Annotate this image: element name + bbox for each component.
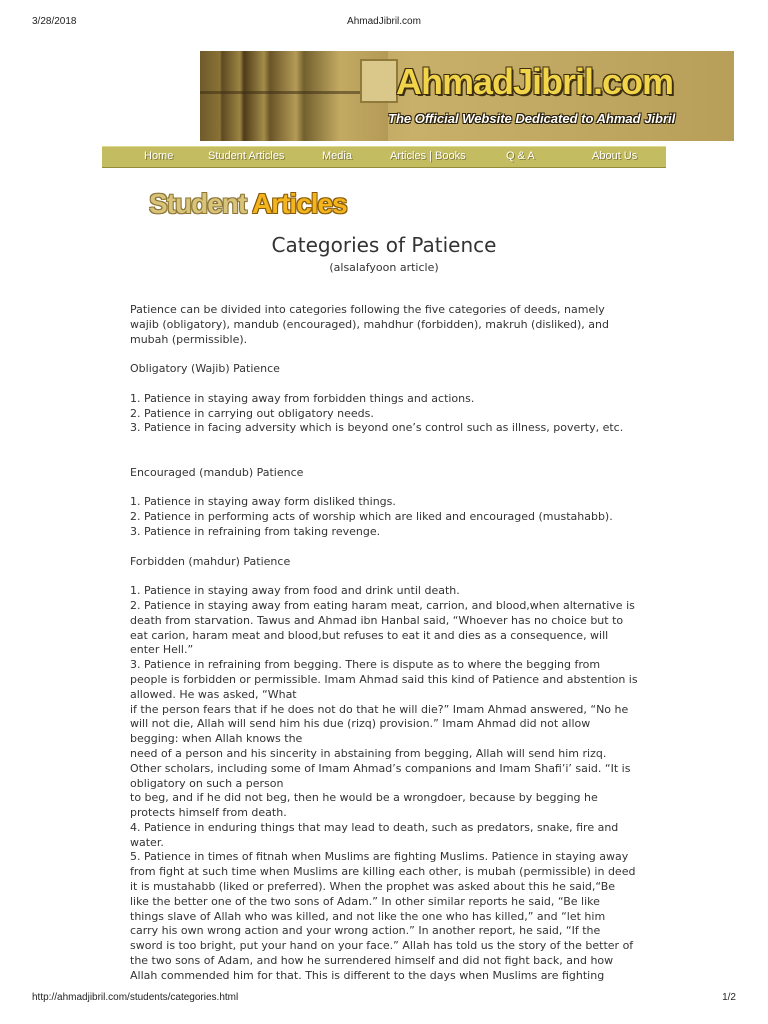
site-logo-title: AhmadJibril.com — [396, 61, 674, 102]
list-item: 1. Patience in staying away from forbidden things and actions. — [130, 391, 475, 405]
print-header — [32, 16, 736, 30]
intro-line: wajib (obligatory), mandub (encouraged), mahdhur (forbidden), makruh (disliked), and — [130, 317, 609, 331]
print-url: http://ahmadjibril.com/students/categories.html — [32, 992, 239, 1003]
body-line: will not die, Allah will send him his due (rizq) provision.” Imam Ahmad did not allow — [130, 717, 591, 731]
intro-line: mubah (permissible). — [130, 332, 248, 346]
body-line: protects himself from death. — [130, 806, 287, 820]
site-banner[interactable] — [200, 51, 734, 141]
print-site-title: AhmadJibril.com — [347, 16, 421, 27]
body-line: Allah commended him for that. This is different to the days when Muslims are fighting — [130, 968, 605, 982]
forbidden-heading: Forbidden (mahdur) Patience — [130, 554, 291, 568]
list-item: 3. Patience in refraining from taking revenge. — [130, 524, 381, 538]
encouraged-heading: Encouraged (mandub) Patience — [130, 465, 304, 479]
body-line: if the person fears that if he does not do that he will die?” Imam Ahmad answered, “No he — [130, 702, 629, 716]
window-image — [360, 59, 398, 103]
intro-line: Patience can be divided into categories following the five categories of deeds, namely — [130, 303, 605, 316]
body-line: people is forbidden or permissible. Imam Ahmad said this kind of Patience and abstention is — [130, 672, 638, 686]
site-tagline: The Official Website Dedicated to Ahmad Jibril — [388, 111, 676, 126]
body-line: sword is too bright, put your hand on your face.” Allah has told us the story of the better of — [130, 939, 634, 953]
section-heading — [149, 188, 347, 220]
body-line: obligatory on such a person — [130, 776, 284, 790]
body-line: like the better one of the two sons of Adam.” In other similar reports he said, “Be like — [130, 894, 600, 908]
body-line: 5. Patience in times of fitnah when Muslims are fighting Muslims. Patience in staying away — [130, 850, 629, 864]
print-footer — [32, 992, 736, 1006]
body-line: 3. Patience in refraining from begging. There is dispute as to where the begging from — [130, 658, 601, 672]
body-line: it is mustahabb (liked or preferred). When the prophet was asked about this he said,“Be — [130, 880, 616, 894]
print-date: 3/28/2018 — [32, 16, 77, 27]
article-subtitle: (alsalafyoon article) — [329, 261, 439, 274]
body-line: things slave of Allah who was killed, and not like the one who has killed,” and “let him — [130, 909, 606, 923]
nav-media[interactable]: Media — [322, 150, 352, 162]
list-item: 1. Patience in staying away form disliked things. — [130, 495, 396, 509]
body-line: the two sons of Adam, and how he surrendered himself and did not fight back, and how — [130, 954, 614, 968]
main-nav — [102, 146, 666, 168]
nav-about-us[interactable]: About Us — [592, 150, 638, 162]
body-line: from fight at such time when Muslims are killing each other, is mubah (permissible) in deed — [130, 865, 636, 879]
article-body — [130, 303, 642, 984]
body-line: 1. Patience in staying away from food and drink until death. — [130, 584, 460, 598]
list-item: 2. Patience in performing acts of worship which are liked and encouraged (mustahabb). — [130, 510, 613, 524]
list-item: 2. Patience in carrying out obligatory needs. — [130, 406, 374, 420]
nav-q-and-a[interactable]: Q & A — [506, 150, 535, 162]
print-page-number: 1/2 — [722, 992, 736, 1003]
nav-student-articles[interactable]: Student Articles — [208, 150, 285, 162]
body-line: allowed. He was asked, “What — [130, 687, 297, 701]
body-line: water. — [130, 835, 164, 849]
obligatory-heading: Obligatory (Wajib) Patience — [130, 362, 280, 376]
section-heading-word2: Articles — [251, 188, 347, 219]
body-line: eat carion, haram meat and blood,but refuses to eat it and dies as a consequence, will — [130, 628, 609, 642]
body-line: enter Hell.” — [130, 643, 194, 657]
body-line: Other scholars, including some of Imam Ahmad’s companions and Imam Shafi’i’ said. “It is — [130, 761, 631, 775]
body-line: carry his own wrong action and your wrong action.” In another report, he said, “If the — [130, 924, 601, 938]
body-line: 2. Patience in staying away from eating haram meat, carrion, and blood,when alternative is — [130, 598, 635, 612]
article-title: Categories of Patience — [271, 233, 497, 257]
body-line: to beg, and if he did not beg, then he would be a wrongdoer, because by begging he — [130, 791, 598, 805]
nav-home[interactable]: Home — [144, 150, 174, 162]
body-line: begging: when Allah knows the — [130, 732, 303, 746]
body-line: death from starvation. Tawus and Ahmad ibn Hanbal said, “Whoever has no choice but to — [130, 613, 624, 627]
list-item: 3. Patience in facing adversity which is beyond one’s control such as illness, poverty, etc. — [130, 421, 624, 435]
section-heading-word1: Student — [149, 188, 247, 219]
nav-articles-books[interactable]: Articles | Books — [390, 150, 466, 162]
body-line: 4. Patience in enduring things that may lead to death, such as predators, snake, fire and — [130, 820, 619, 834]
body-line: need of a person and his sincerity in abstaining from begging, Allah will send him rizq. — [130, 746, 607, 760]
